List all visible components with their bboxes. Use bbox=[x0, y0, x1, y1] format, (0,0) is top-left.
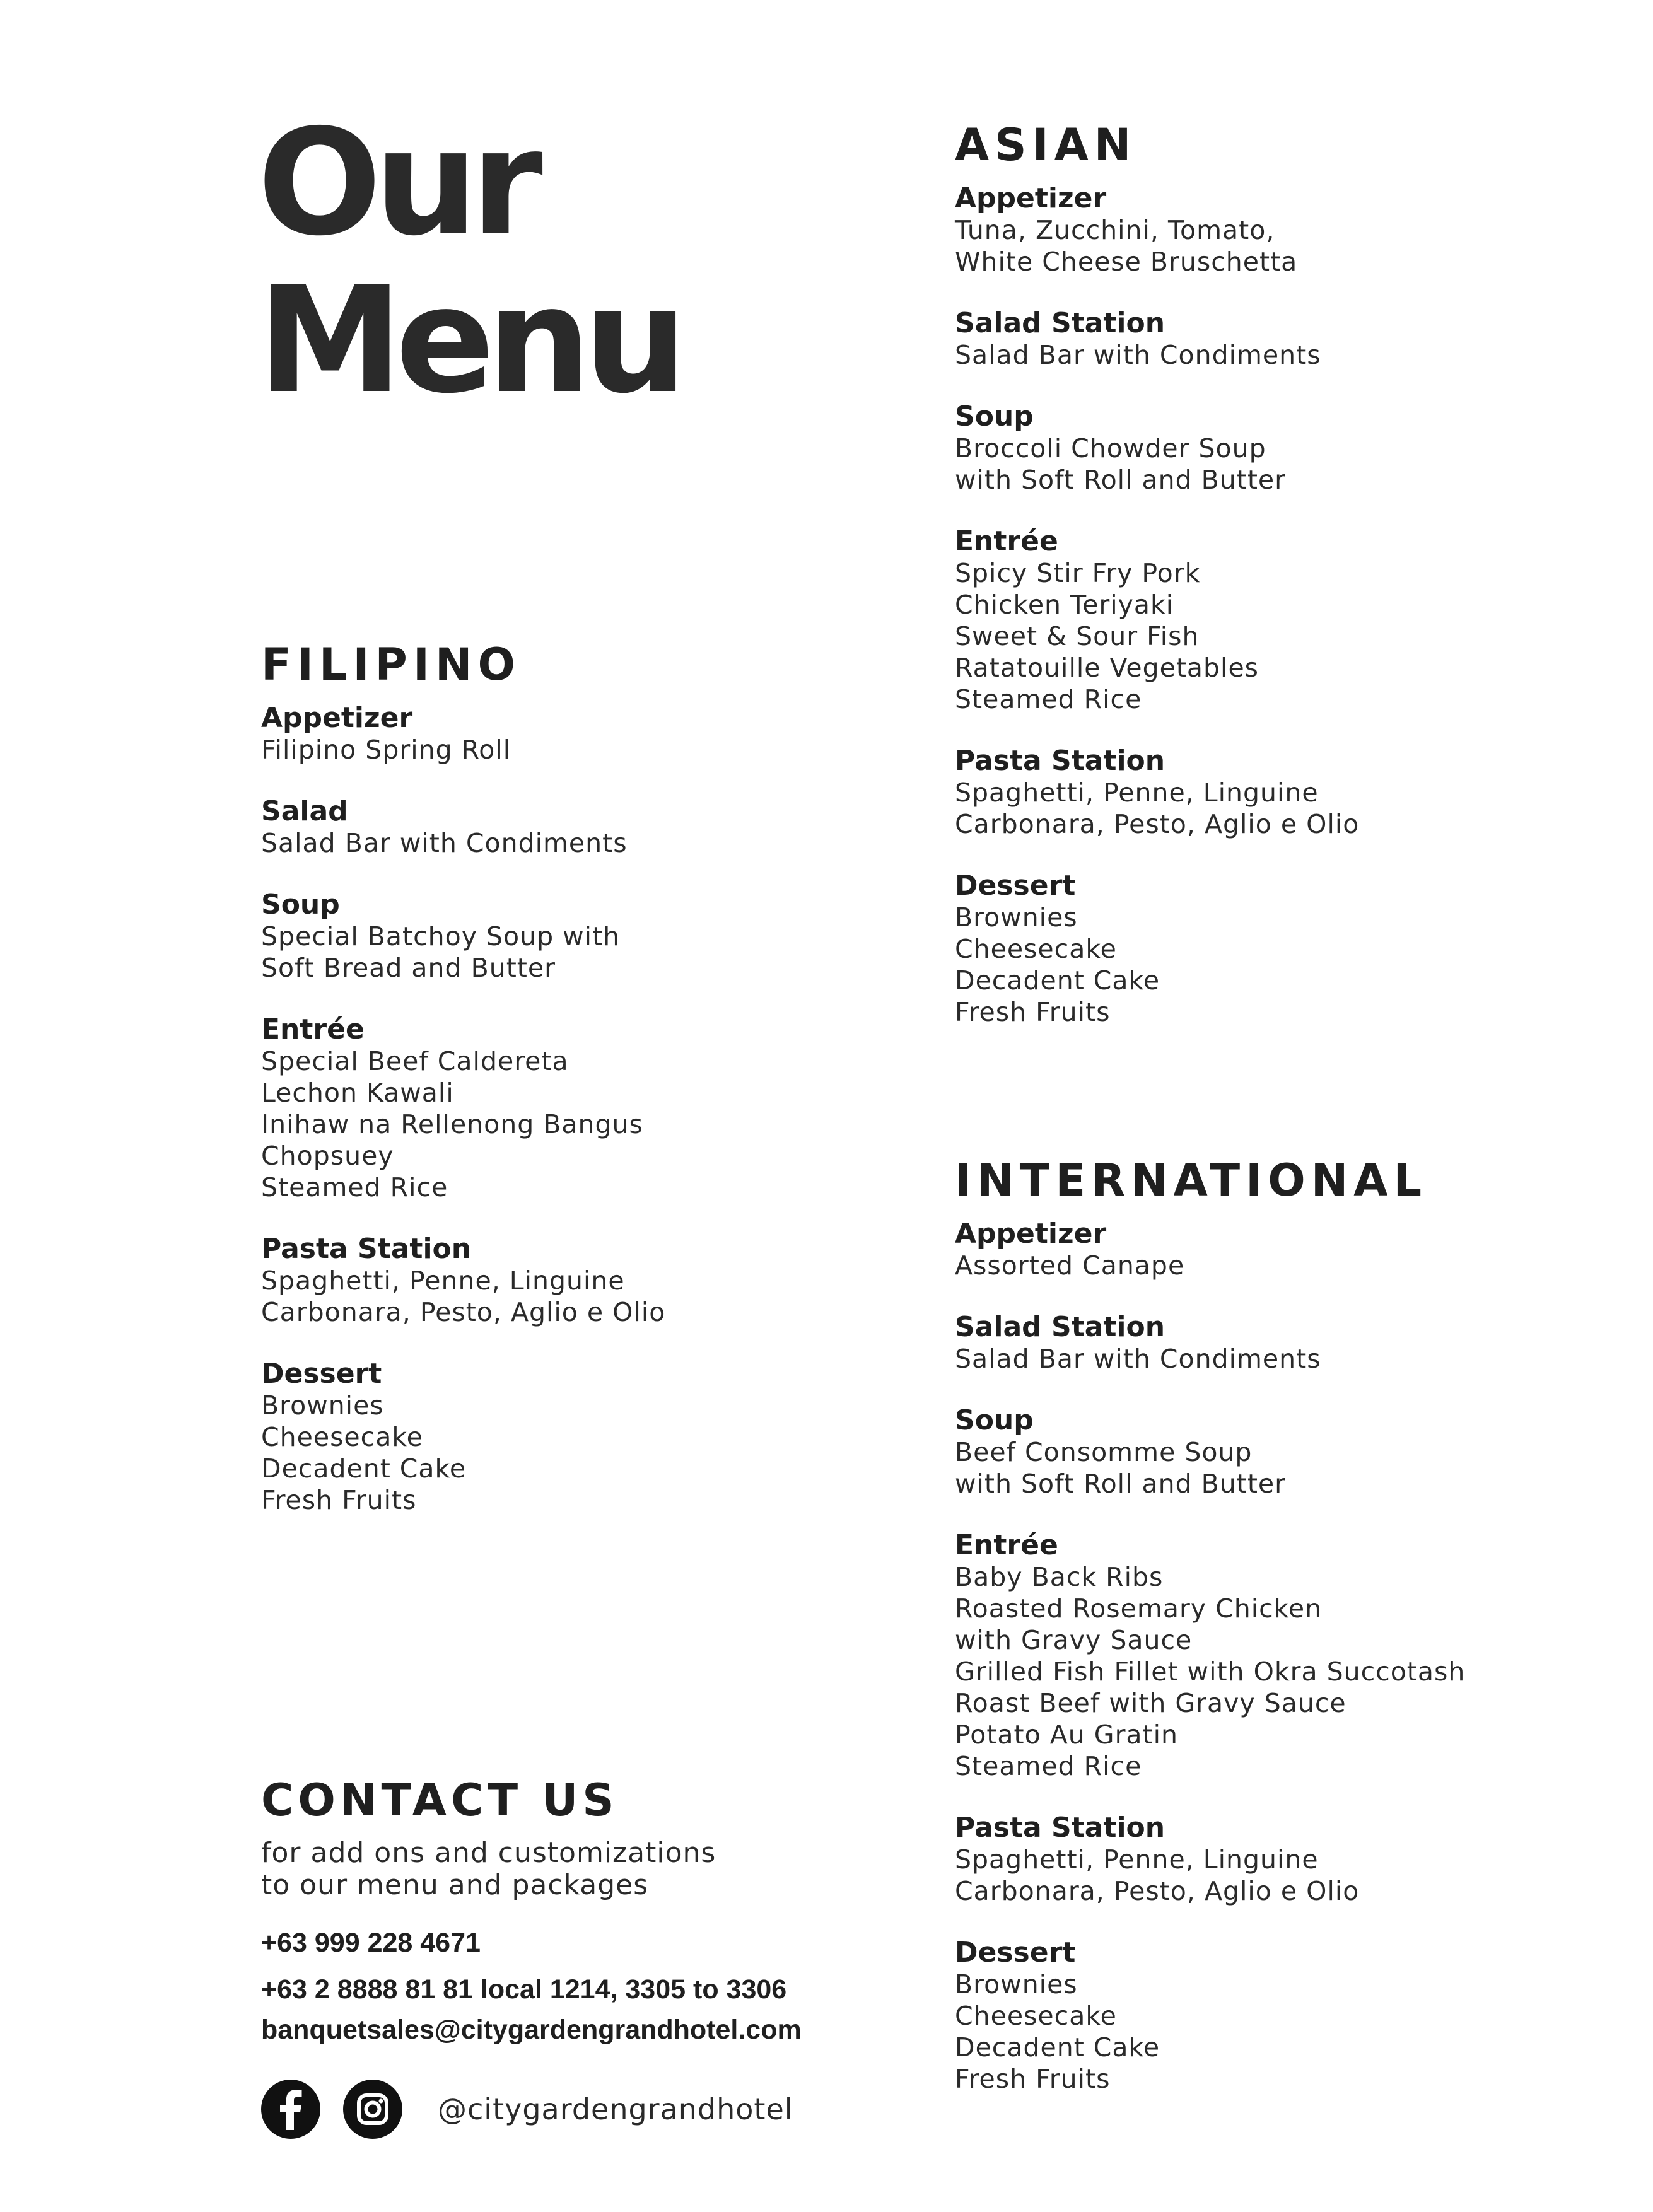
international-menu-section bbox=[955, 1155, 1465, 2125]
section-title: ASIAN bbox=[955, 119, 1137, 171]
course-name: Pasta Station bbox=[261, 1233, 472, 1265]
facebook-icon[interactable] bbox=[261, 2080, 320, 2139]
mobile-phone-link[interactable]: +63 999 228 4671 bbox=[261, 1928, 481, 1958]
course-name: Pasta Station bbox=[955, 745, 1165, 777]
course-name: Dessert bbox=[955, 1936, 1076, 1969]
menu-item: Soft Bread and Butter bbox=[261, 953, 556, 983]
menu-item: Cheesecake bbox=[955, 2001, 1117, 2031]
course-name: Dessert bbox=[955, 870, 1076, 902]
menu-item: Chopsuey bbox=[261, 1141, 394, 1171]
menu-item: Cheesecake bbox=[261, 1422, 423, 1452]
menu-item: Spicy Stir Fry Pork bbox=[955, 558, 1201, 588]
page-title-line-1: Our bbox=[257, 98, 535, 268]
menu-item: Brownies bbox=[955, 902, 1078, 933]
menu-item: Spaghetti, Penne, Linguine bbox=[955, 1844, 1319, 1875]
course-name: Soup bbox=[955, 1404, 1034, 1436]
menu-item: Fresh Fruits bbox=[261, 1485, 417, 1515]
menu-item: Broccoli Chowder Soup bbox=[955, 433, 1266, 463]
course-name: Soup bbox=[261, 888, 340, 921]
instagram-icon[interactable] bbox=[343, 2080, 402, 2139]
menu-item: Roasted Rosemary Chicken bbox=[955, 1593, 1323, 1624]
course-block bbox=[955, 1312, 1465, 1375]
menu-item: Beef Consomme Soup bbox=[955, 1437, 1253, 1467]
course-block bbox=[261, 796, 665, 859]
page-title bbox=[257, 98, 680, 426]
menu-item: Potato Au Gratin bbox=[955, 1720, 1179, 1750]
menu-item: Salad Bar with Condiments bbox=[955, 340, 1321, 370]
menu-item: Filipino Spring Roll bbox=[261, 735, 511, 765]
menu-item: Salad Bar with Condiments bbox=[261, 828, 628, 858]
menu-item: Decadent Cake bbox=[955, 2032, 1160, 2063]
menu-item: Special Beef Caldereta bbox=[261, 1046, 569, 1076]
menu-item: Lechon Kawali bbox=[261, 1078, 454, 1108]
social-links bbox=[261, 2079, 793, 2139]
course-block bbox=[955, 1530, 1465, 1782]
course-name: Pasta Station bbox=[955, 1812, 1165, 1844]
course-name: Salad Station bbox=[955, 1311, 1165, 1343]
menu-item: Baby Back Ribs bbox=[955, 1562, 1164, 1592]
page-title-line-2: Menu bbox=[257, 255, 680, 426]
contact-subtitle bbox=[261, 1837, 802, 1901]
menu-item: White Cheese Bruschetta bbox=[955, 247, 1298, 277]
menu-item: Steamed Rice bbox=[955, 684, 1142, 714]
landline-phone-link[interactable]: +63 2 8888 81 81 local 1214, 3305 to 3306 bbox=[261, 1974, 787, 2005]
course-block bbox=[955, 745, 1359, 840]
menu-item: Spaghetti, Penne, Linguine bbox=[955, 777, 1319, 808]
menu-item: Inihaw na Rellenong Bangus bbox=[261, 1109, 643, 1139]
menu-item: Ratatouille Vegetables bbox=[955, 653, 1259, 683]
course-block bbox=[955, 1405, 1465, 1499]
course-block bbox=[261, 889, 665, 984]
filipino-menu-section bbox=[261, 639, 665, 1546]
menu-item: Chicken Teriyaki bbox=[955, 590, 1174, 620]
menu-item: Sweet & Sour Fish bbox=[955, 621, 1200, 651]
menu-item: Fresh Fruits bbox=[955, 997, 1111, 1027]
course-name: Entrée bbox=[955, 525, 1058, 557]
social-handle[interactable]: @citygardengrandhotel bbox=[438, 2092, 793, 2126]
menu-item: Tuna, Zucchini, Tomato, bbox=[955, 215, 1275, 245]
menu-item: Special Batchoy Soup with bbox=[261, 921, 621, 952]
menu-item: Steamed Rice bbox=[955, 1751, 1142, 1781]
menu-item: with Soft Roll and Butter bbox=[955, 1469, 1287, 1499]
course-block bbox=[955, 1218, 1465, 1281]
menu-item: Grilled Fish Fillet with Okra Succotash bbox=[955, 1656, 1466, 1687]
course-name: Appetizer bbox=[955, 1218, 1107, 1250]
course-name: Appetizer bbox=[261, 702, 413, 734]
section-title: INTERNATIONAL bbox=[955, 1155, 1428, 1206]
course-block bbox=[955, 870, 1359, 1028]
menu-item: Spaghetti, Penne, Linguine bbox=[261, 1266, 625, 1296]
contact-section bbox=[261, 1775, 802, 2046]
menu-item: Steamed Rice bbox=[261, 1172, 448, 1202]
menu-item: Carbonara, Pesto, Aglio e Olio bbox=[955, 1876, 1360, 1906]
menu-item: Fresh Fruits bbox=[955, 2064, 1111, 2094]
menu-item: Assorted Canape bbox=[955, 1250, 1185, 1281]
course-name: Dessert bbox=[261, 1358, 382, 1390]
course-block bbox=[955, 401, 1359, 496]
menu-item: Salad Bar with Condiments bbox=[955, 1344, 1321, 1374]
menu-item: Decadent Cake bbox=[261, 1453, 467, 1484]
course-list bbox=[955, 183, 1359, 1028]
contact-title: CONTACT US bbox=[261, 1774, 619, 1826]
course-list bbox=[955, 1218, 1465, 2095]
course-block bbox=[955, 308, 1359, 371]
course-block bbox=[261, 1233, 665, 1328]
menu-item: Cheesecake bbox=[955, 934, 1117, 964]
menu-item: Decadent Cake bbox=[955, 965, 1160, 996]
course-name: Entrée bbox=[261, 1013, 365, 1045]
course-block bbox=[261, 1014, 665, 1203]
menu-item: Brownies bbox=[261, 1390, 384, 1421]
course-block bbox=[955, 183, 1359, 277]
email-link[interactable]: banquetsales@citygardengrandhotel.com bbox=[261, 2015, 802, 2045]
course-block bbox=[261, 1358, 665, 1516]
course-block bbox=[955, 1812, 1465, 1907]
course-name: Entrée bbox=[955, 1529, 1058, 1561]
course-block bbox=[261, 702, 665, 765]
contact-subtitle-line-2: to our menu and packages bbox=[261, 1869, 649, 1901]
course-block bbox=[955, 526, 1359, 715]
course-name: Salad bbox=[261, 795, 348, 827]
menu-item: Brownies bbox=[955, 1969, 1078, 2000]
contact-subtitle-line-1: for add ons and customizations bbox=[261, 1837, 716, 1869]
asian-menu-section bbox=[955, 120, 1359, 1058]
menu-item: Carbonara, Pesto, Aglio e Olio bbox=[261, 1297, 666, 1327]
menu-item: Roast Beef with Gravy Sauce bbox=[955, 1688, 1346, 1718]
course-name: Salad Station bbox=[955, 307, 1165, 339]
section-title: FILIPINO bbox=[261, 639, 521, 690]
menu-item: with Soft Roll and Butter bbox=[955, 465, 1287, 495]
course-name: Soup bbox=[955, 400, 1034, 433]
course-name: Appetizer bbox=[955, 182, 1107, 214]
course-list bbox=[261, 702, 665, 1516]
menu-item: with Gravy Sauce bbox=[955, 1625, 1193, 1655]
course-block bbox=[955, 1937, 1465, 2095]
menu-item: Carbonara, Pesto, Aglio e Olio bbox=[955, 809, 1360, 839]
